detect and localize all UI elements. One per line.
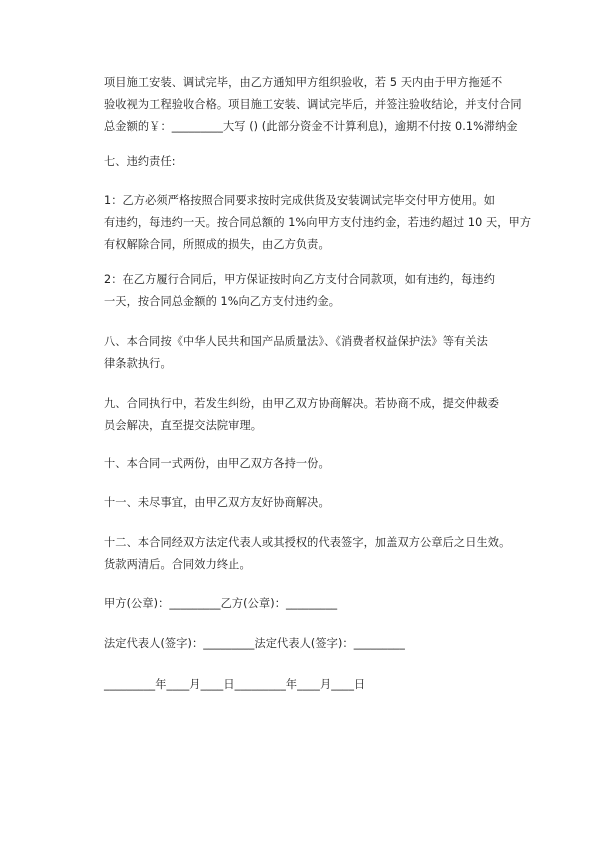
text-line: 货款两清后。合同效力终止。 [104,558,251,571]
text-line: 有违约，每违约一天。按合同总额的 1%向甲方支付违约金，若违约超过 10 天，甲方 [104,216,532,229]
text-line: 律条款执行。 [104,357,172,370]
paragraph-clause-11 [90,492,528,514]
text-line: 项目施工安装、调试完毕，由乙方通知甲方组织验收，若 5 天内由于甲方拖延不 [104,76,503,89]
text-line: 2：在乙方履行合同后，甲方保证按时向乙方支付合同款项，如有违约，每违约 [104,273,495,286]
text-line: 十一、未尽事宜，由甲乙双方友好协商解决。 [104,496,330,509]
text-line: 总金额的￥：_________大写 () (此部分资金不计算利息)，逾期不付按 0.1%滞纳金 [104,120,518,133]
text-line: 验收视为工程验收合格。项目施工安装、调试完毕后，并签注验收结论，并支付合同 [104,98,522,111]
text-line: 一天，按合同总金额的 1%向乙方支付违约金。 [104,295,341,308]
paragraph-acceptance [90,72,528,138]
text-line: 法定代表人(签字)：_________法定代表人(签字)：_________ [104,637,405,650]
paragraph-clause-12 [90,532,528,576]
paragraph-clause-8 [90,331,528,375]
paragraph-clause-9 [90,393,528,437]
signature-line-representatives [90,633,528,655]
paragraph-breach-1 [90,190,532,256]
section-heading-breach [90,151,528,173]
text-line: 1：乙方必须严格按照合同要求按时完成供货及安装调试完毕交付甲方使用。如 [104,194,495,207]
text-line: 十二、本合同经双方法定代表人或其授权的代表签字，加盖双方公章后之日生效。 [104,536,511,549]
text-line: 八、本合同按《中华人民共和国产品质量法》、《消费者权益保护法》等有关法 [104,335,488,348]
text-line: 有权解除合同，所照成的损失，由乙方负责。 [104,238,330,251]
text-line: _________年____月____日_________年____月____日 [104,678,366,691]
text-line: 十、本合同一式两份，由甲乙双方各持一份。 [104,457,330,470]
paragraph-clause-10 [90,453,528,475]
paragraph-breach-2 [90,269,528,313]
text-line: 甲方(公章)：_________乙方(公章)：_________ [104,597,338,610]
text-line: 员会解决，直至提交法院审理。 [104,419,263,432]
signature-line-seals [90,593,528,615]
text-line: 九、合同执行中，若发生纠纷，由甲乙双方协商解决。若协商不成，提交仲裁委 [104,397,500,410]
signature-line-dates [90,674,528,696]
text-line: 七、违约责任: [104,155,176,168]
